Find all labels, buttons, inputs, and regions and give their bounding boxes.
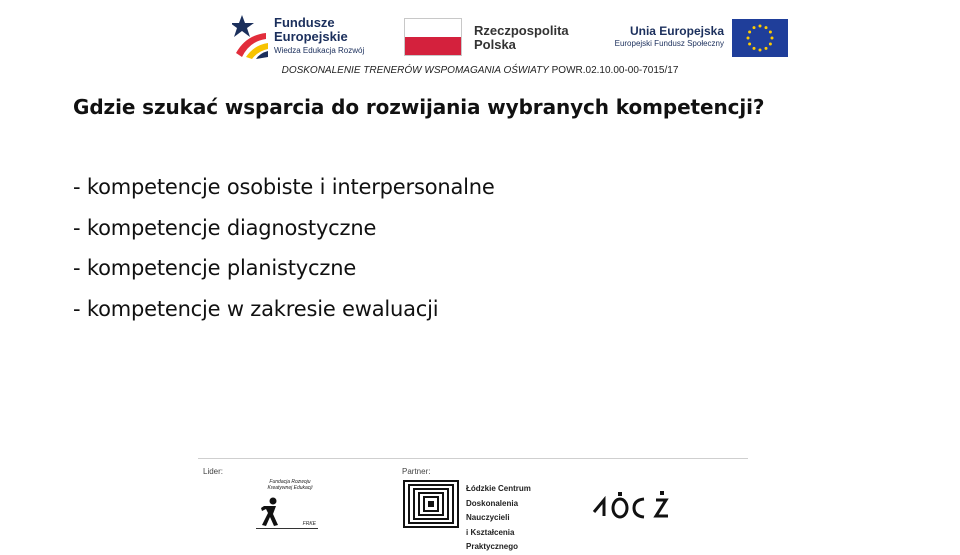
lodz-logo-icon xyxy=(590,486,678,526)
competency-list xyxy=(73,172,495,334)
eu-star-icon xyxy=(769,43,772,46)
eu-star-icon xyxy=(765,26,768,29)
walking-figure-icon xyxy=(258,497,282,527)
polish-flag-icon xyxy=(404,18,462,56)
list-item: - kompetencje diagnostyczne xyxy=(73,215,377,240)
rzeczpospolita-label: Rzeczpospolita xyxy=(474,23,569,38)
lcdnikp-logo xyxy=(403,480,563,551)
concentric-squares-icon xyxy=(403,480,459,528)
list-item: - kompetencje w zakresie ewaluacji xyxy=(73,296,439,321)
fundusze-europejskie-star-icon xyxy=(232,13,270,59)
frke-logo xyxy=(256,477,318,529)
frke-abbr: FRKE xyxy=(302,521,316,527)
eu-star-icon xyxy=(769,31,772,34)
unia-europejska-label: Unia Europejska xyxy=(629,24,724,38)
eu-star-icon xyxy=(759,25,762,28)
eu-star-icon xyxy=(747,37,750,40)
rzeczpospolita-polska-logo xyxy=(404,18,574,58)
europejskie-label: Europejskie xyxy=(274,29,348,44)
fundusze-tagline: Wiedza Edukacja Rozwój xyxy=(274,46,365,55)
frke-baseline xyxy=(256,528,318,529)
fundusze-label: Fundusze xyxy=(274,15,335,30)
eu-star-icon xyxy=(765,47,768,50)
unia-europejska-logo xyxy=(600,18,790,58)
partner-line-1: Łódzkie Centrum xyxy=(466,484,531,493)
slide-heading: Gdzie szukać wsparcia do rozwijania wybranych kompetencji? xyxy=(73,95,765,119)
eu-flag-icon xyxy=(732,19,788,57)
project-reference xyxy=(0,65,960,76)
eu-star-icon xyxy=(753,26,756,29)
eu-star-icon xyxy=(748,31,751,34)
list-item: - kompetencje osobiste i interpersonalne xyxy=(73,175,495,199)
partner-line-2: Doskonalenia Nauczycieli xyxy=(466,498,519,522)
partner-line-3: i Kształcenia Praktycznego xyxy=(466,527,519,551)
eu-star-icon xyxy=(748,43,751,46)
lider-label: Lider: xyxy=(203,467,224,476)
footer-divider xyxy=(198,458,748,459)
project-name: DOSKONALENIE TRENERÓW WSPOMAGANIA OŚWIATY xyxy=(281,65,549,76)
eu-star-icon xyxy=(753,47,756,50)
partner-label: Partner: xyxy=(402,467,431,476)
eu-star-icon xyxy=(771,37,774,40)
fundusze-europejskie-logo xyxy=(232,13,372,61)
polska-label: Polska xyxy=(474,37,516,52)
frke-name: Fundacja Rozwoju Kreatywnej Edukacji xyxy=(267,479,313,491)
efs-label: Europejski Fundusz Społeczny xyxy=(614,39,724,48)
project-code: POWR.02.10.00-00-7015/17 xyxy=(551,65,679,76)
eu-star-icon xyxy=(759,49,762,52)
list-item: - kompetencje planistyczne xyxy=(73,256,357,280)
